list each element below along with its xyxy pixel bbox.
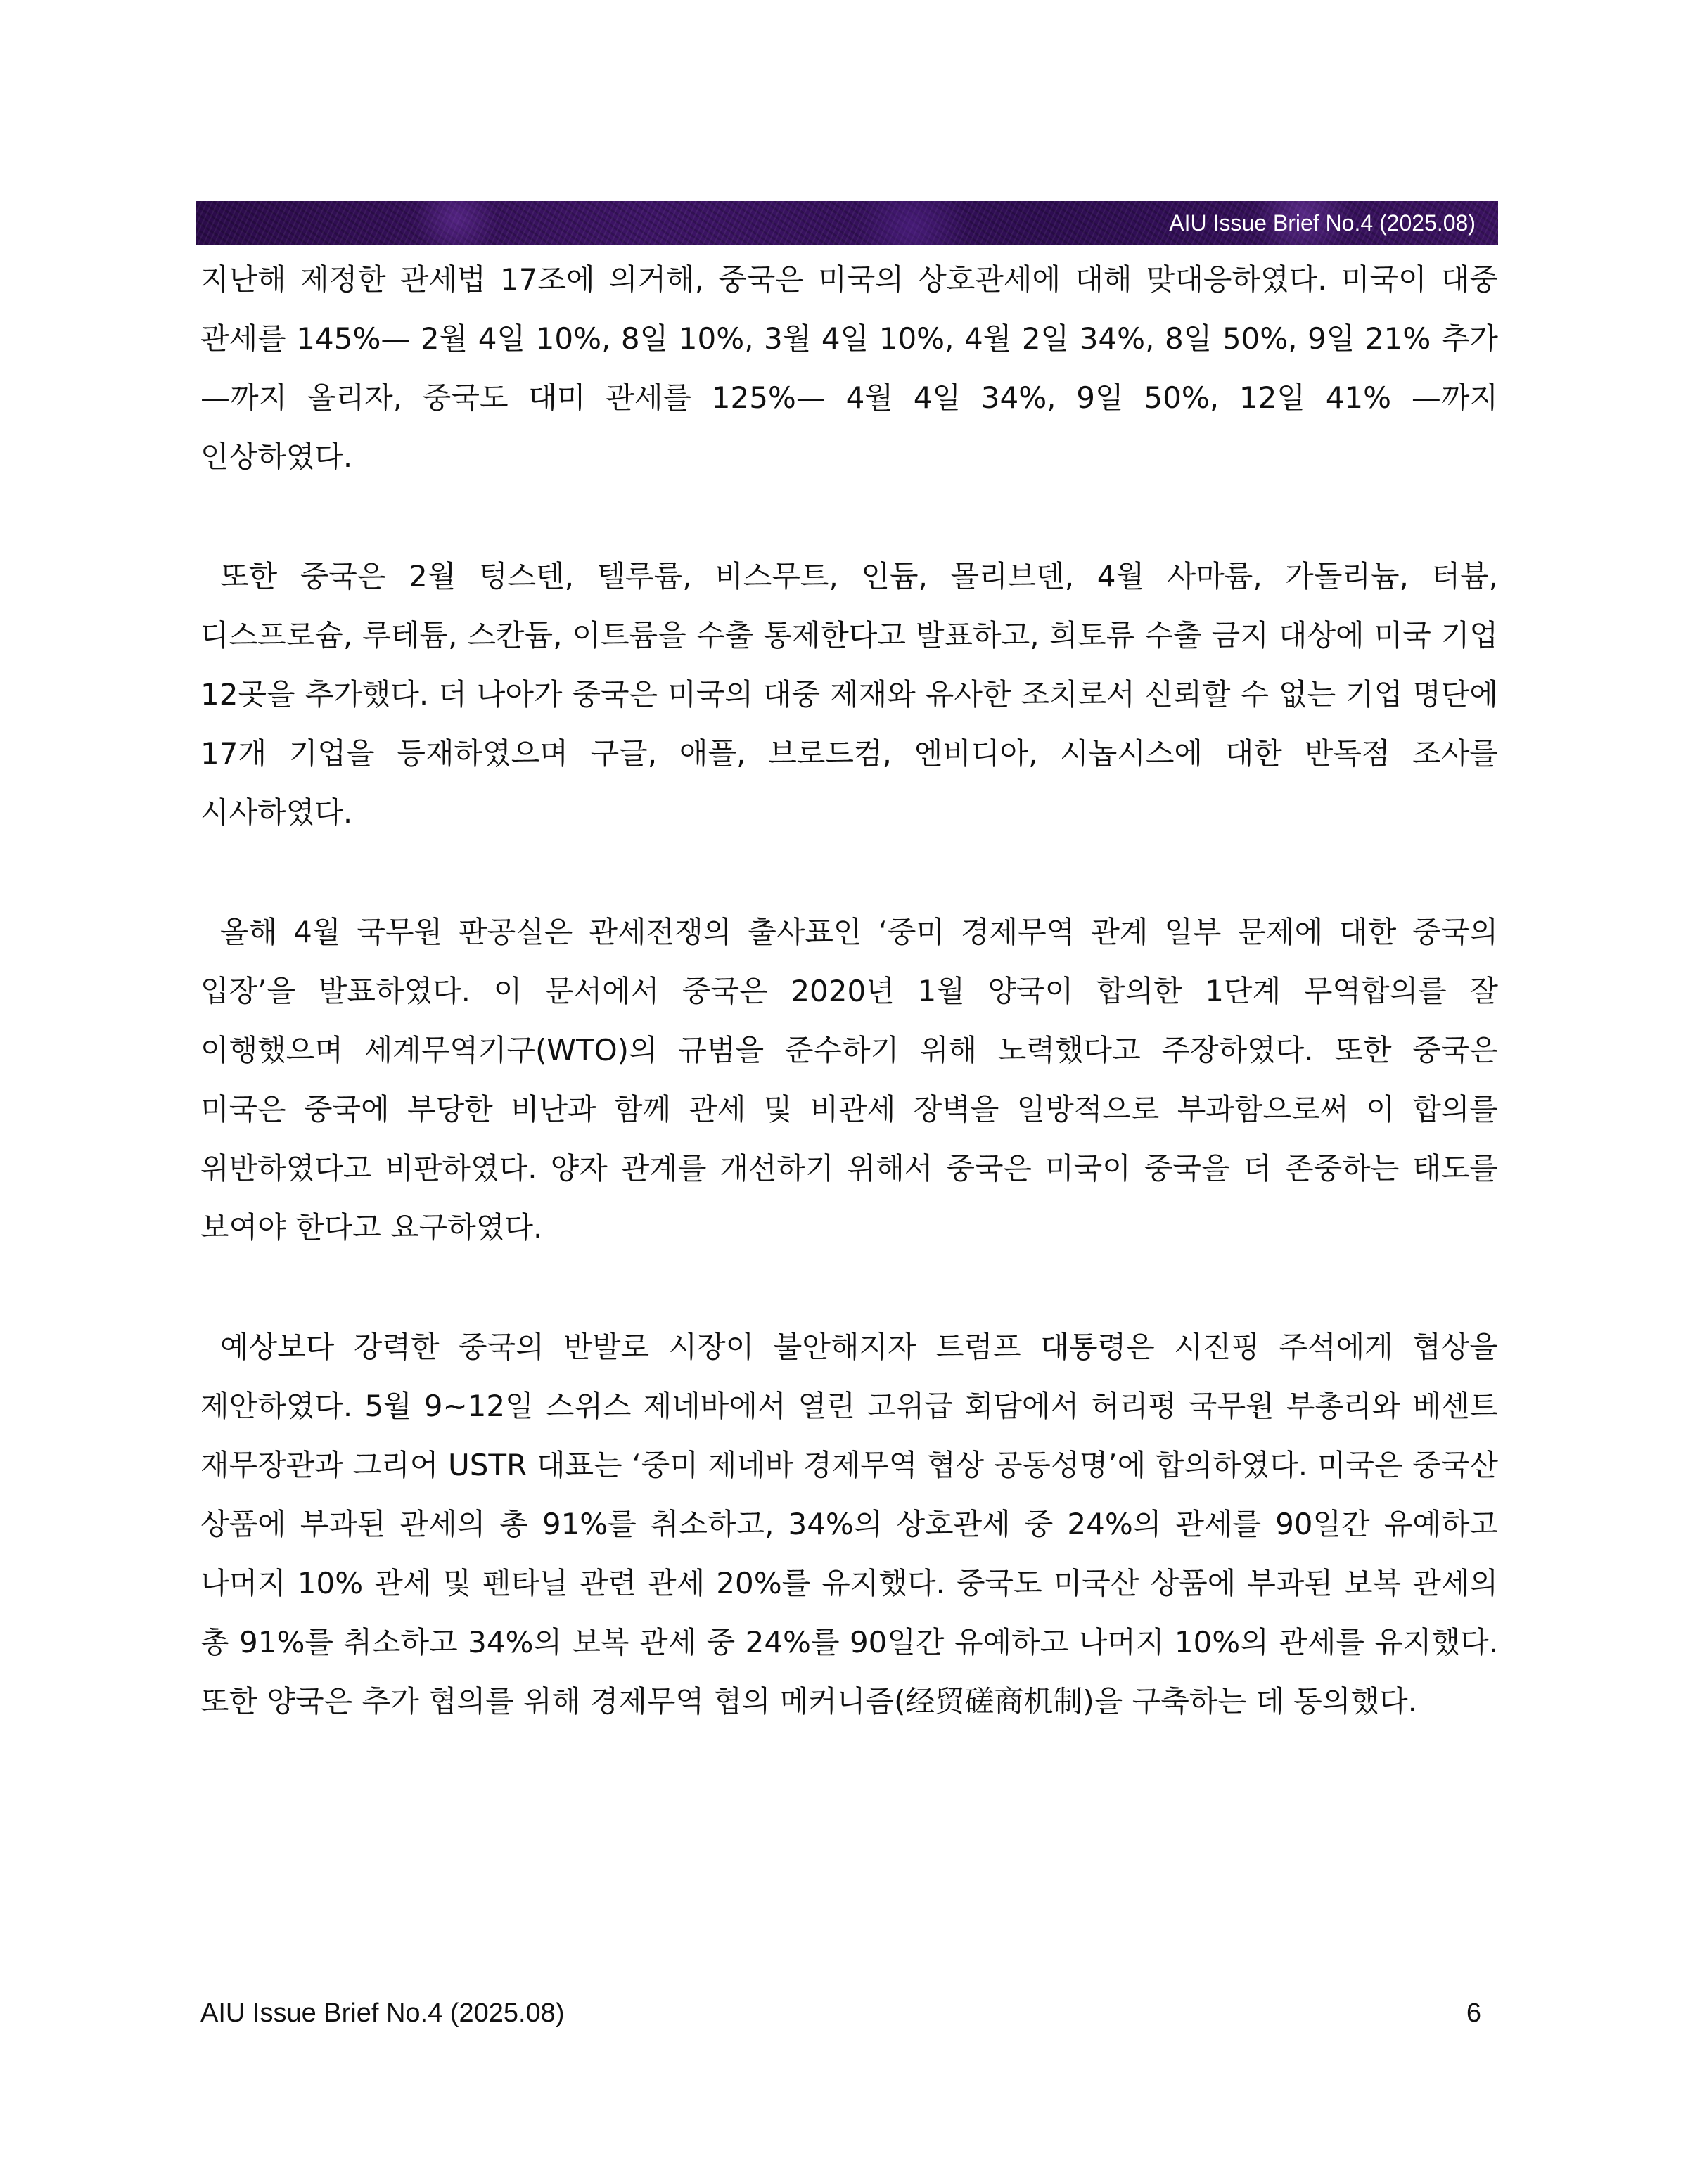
paragraph-3: 올해 4월 국무원 판공실은 관세전쟁의 출사표인 ‘중미 경제무역 관계 일부 문제에 대한 중국의 입장’을 발표하였다. 이 문서에서 중국은 2020년 1월 양국이 합의한 1단계 무역합의를 잘 이행했으며 세계무역기구(WTO)의 규범을 준수하기 위해 노력했다고 주장하였다. 또한 중국은 미국은 중국에 부당한 비난과 함께 관세 및 비관세 장벽을 일방적으로 부과함으로써 이 합의를 위반하였다고 비판하였다. 양자 관계를 개선하기 위해서 중국은 미국이 중국을 더 존중하는 태도를 보여야 한다고 요구하였다. bbox=[200, 915, 1498, 1245]
header-banner bbox=[196, 201, 1498, 245]
paragraph-4: 예상보다 강력한 중국의 반발로 시장이 불안해지자 트럼프 대통령은 시진핑 주석에게 협상을 제안하였다. 5월 9~12일 스위스 제네바에서 열린 고위급 회담에서 허리펑 국무원 부총리와 베센트 재무장관과 그리어 USTR 대표는 ‘중미 제네바 경제무역 협상 공동성명’에 합의하였다. 미국은 중국산 상품에 부과된 관세의 총 91%를 취소하고, 34%의 상호관세 중 24%의 관세를 90일간 유예하고 나머지 10% 관세 및 펜타닐 관련 관세 20%를 유지했다. 중국도 미국산 상품에 부과된 보복 관세의 총 91%를 취소하고 34%의 보복 관세 중 24%를 90일간 유예하고 나머지 10%의 관세를 유지했다. 또한 양국은 추가 협의를 위해 경제무역 협의 메커니즘(经贸磋商机制)을 구축하는 데 동의했다. bbox=[200, 1330, 1498, 1719]
header-title: AIU Issue Brief No.4 (2025.08) bbox=[1169, 210, 1476, 236]
footer-title: AIU Issue Brief No.4 (2025.08) bbox=[200, 1998, 565, 2028]
paragraph-1: 지난해 제정한 관세법 17조에 의거해, 중국은 미국의 상호관세에 대해 맞대응하였다. 미국이 대중 관세를 145%— 2월 4일 10%, 8일 10%, 3월 4일 10%, 4월 2일 34%, 8일 50%, 9일 21% 추가 —까지 올리자, 중국도 대미 관세를 125%— 4월 4일 34%, 9일 50%, 12일 41% —까지 인상하였다. bbox=[200, 262, 1498, 474]
page-number: 6 bbox=[1466, 1998, 1481, 2028]
body-text bbox=[200, 250, 1498, 1731]
paragraph-2: 또한 중국은 2월 텅스텐, 텔루륨, 비스무트, 인듐, 몰리브덴, 4월 사마륨, 가돌리늄, 터븀, 디스프로슘, 루테튬, 스칸듐, 이트륨을 수출 통제한다고 발표하고, 희토류 수출 금지 대상에 미국 기업 12곳을 추가했다. 더 나아가 중국은 미국의 대중 제재와 유사한 조치로서 신뢰할 수 없는 기업 명단에 17개 기업을 등재하였으며 구글, 애플, 브로드컴, 엔비디아, 시놉시스에 대한 반독점 조사를 시사하였다. bbox=[200, 559, 1498, 830]
